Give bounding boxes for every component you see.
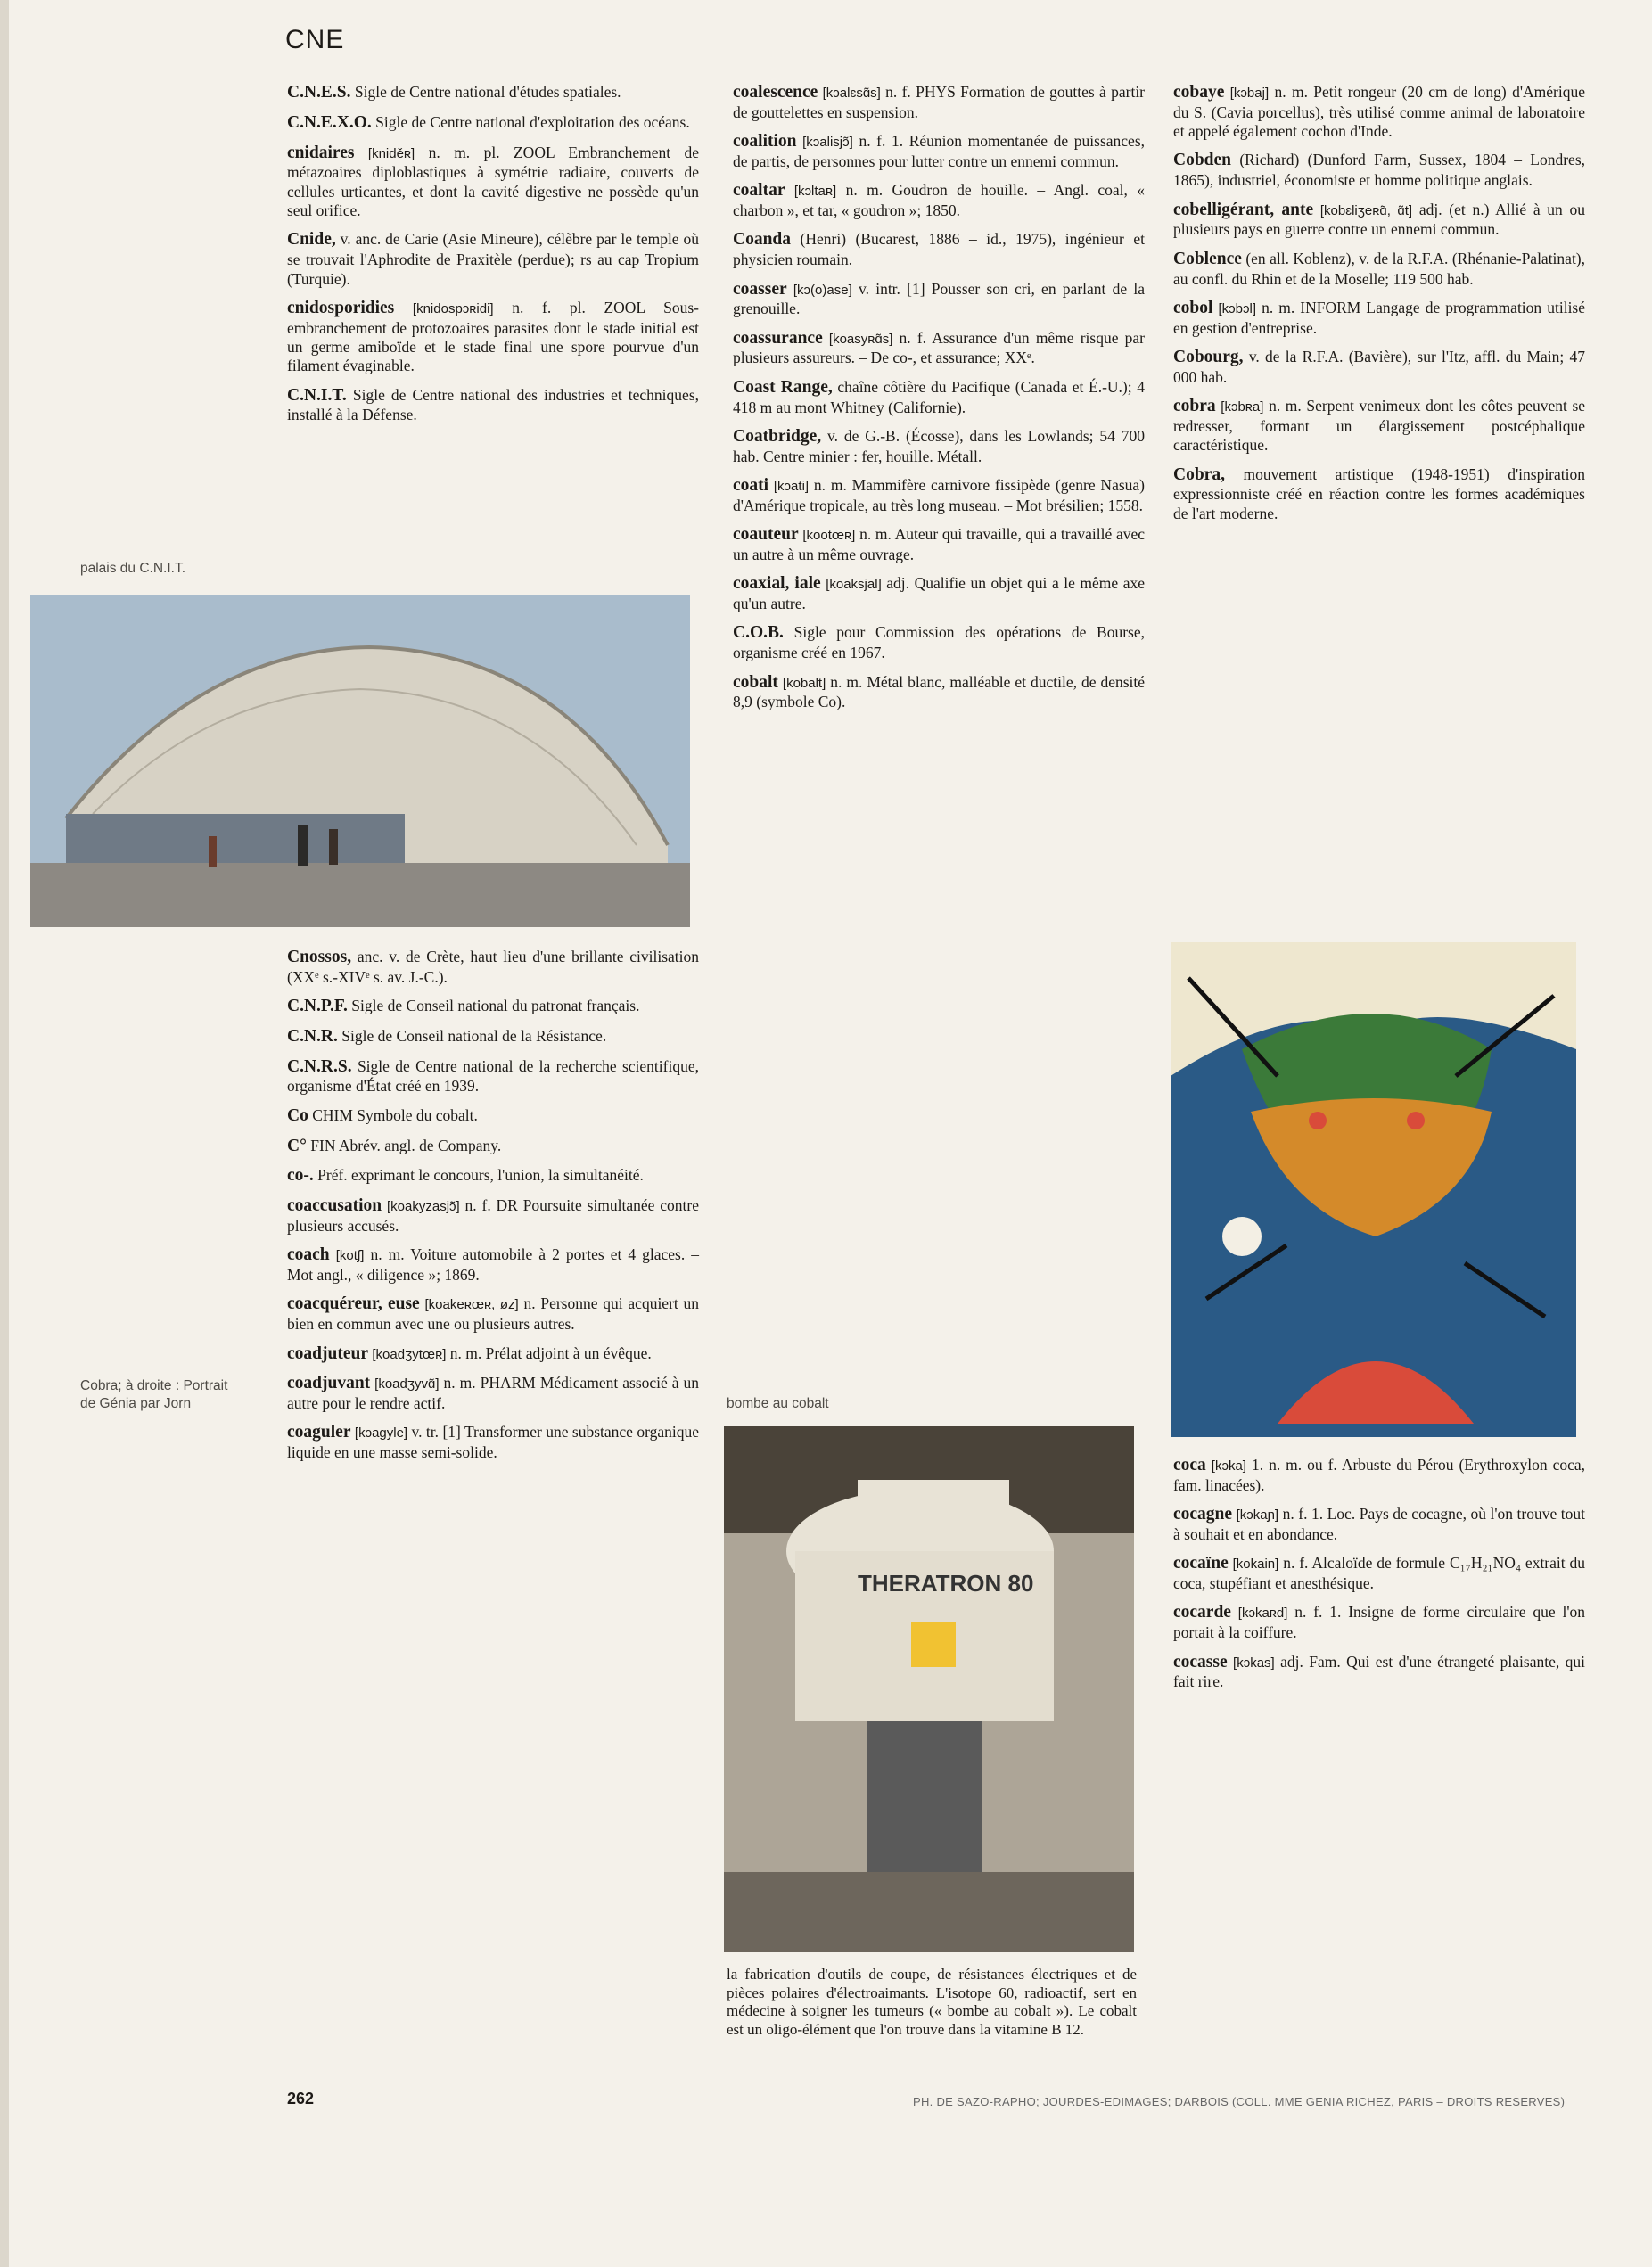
entry-definition: n. f. 1. Réunion momentanée de puissances, de partis, de personnes pour lutter contre un ennemi commun.: [733, 132, 1146, 170]
entry-definition: (Richard) (Dunford Farm, Sussex, 1804 – Londres, 1865), industriel, économiste et homme politique anglais.: [1173, 151, 1586, 190]
entry-headword: coadjuteur: [287, 1343, 368, 1363]
entry-definition: Sigle de Centre national des industries et techniques, installé à la Défense.: [287, 385, 700, 424]
entry-pronunciation: [koadʒytœʀ]: [372, 1346, 447, 1362]
entry-pronunciation: [koasyʀɑ̃s]: [828, 331, 893, 347]
dictionary-entry: [1173, 1553, 1585, 1593]
caption-cobra-text: Cobra; à droite : Portrait de Génia par Jorn: [80, 1378, 228, 1412]
entry-pronunciation: [kɔalɛsɑ̃s]: [822, 86, 881, 101]
entry-pronunciation: [kɔati]: [773, 479, 810, 494]
dictionary-entry: [287, 143, 699, 221]
entry-definition: n. f. 1. Loc. Pays de cocagne, où l'on trouve tout à souhait et en abondance.: [1173, 1505, 1585, 1543]
entry-headword: cocagne: [1173, 1505, 1233, 1524]
entry-headword: coasser: [733, 279, 787, 299]
dictionary-entry: [287, 996, 699, 1017]
entry-headword: cobelligérant, ante: [1173, 200, 1314, 219]
entry-headword: Cobden: [1173, 151, 1232, 170]
dictionary-entry: [1173, 396, 1585, 455]
entry-pronunciation: [kniděʀ]: [367, 145, 415, 161]
entry-headword: C.N.E.X.O.: [287, 112, 372, 132]
dictionary-entry: [287, 82, 699, 103]
entry-definition: (en all. Koblenz), v. de la R.F.A. (Rhénanie-Palatinat), au confl. du Rhin et de la Moselle; 119 500 hab.: [1173, 249, 1586, 288]
entry-definition: v. de la R.F.A. (Bavière), sur l'Itz, affl. du Main; 47 000 hab.: [1173, 347, 1585, 386]
entry-headword: cocarde: [1173, 1603, 1231, 1622]
entry-headword: C°: [287, 1136, 307, 1155]
dictionary-entry: [1173, 1652, 1585, 1692]
caption-cnit: palais du C.N.I.T.: [80, 561, 186, 576]
entry-pronunciation: [kokain]: [1232, 1557, 1279, 1573]
entry-headword: coaltar: [733, 181, 785, 201]
entry-headword: C.N.P.F.: [287, 997, 348, 1016]
entry-definition: n. m. Serpent venimeux dont les côtes peuvent se redresser, formant un élargissement postcéphalique caractéristique.: [1173, 397, 1586, 455]
entry-pronunciation: [kɔbɔl]: [1218, 300, 1256, 316]
entry-pronunciation: [kɔ(o)ase]: [793, 282, 852, 298]
dictionary-entry: [733, 377, 1145, 417]
dictionary-entry: [733, 475, 1145, 515]
entry-definition: n. m. Prélat adjoint à un évêque.: [449, 1343, 652, 1362]
column-3-upper: [1173, 82, 1585, 532]
dictionary-entry: [287, 1026, 699, 1047]
entry-headword: coca: [1173, 1456, 1206, 1474]
entry-definition: Sigle de Centre national d'exploitation des océans.: [375, 112, 690, 131]
entry-definition: n. Personne qui acquiert un bien en commun avec une ou plusieurs autres.: [287, 1294, 700, 1334]
dictionary-entry: [1173, 200, 1585, 240]
entry-headword: coati: [733, 476, 769, 495]
entry-headword: C.N.E.S.: [287, 83, 351, 102]
dictionary-entry: [287, 298, 699, 376]
entry-pronunciation: [koadʒyvɑ̃]: [374, 1376, 440, 1392]
dictionary-entry: [287, 1195, 699, 1236]
entry-definition: n. m. Auteur qui travaille, qui a travaillé avec un autre à un même ouvrage.: [733, 525, 1146, 563]
entry-definition: (Henri) (Bucarest, 1886 – id., 1975), ingénieur et physicien roumain.: [733, 230, 1145, 269]
entry-headword: cobalt: [733, 672, 778, 692]
entry-pronunciation: [kobɛliʒeʀɑ̃, ɑ̃t]: [1319, 202, 1413, 218]
entry-headword: C.N.R.S.: [287, 1056, 352, 1076]
entry-definition: n. f. Assurance d'un même risque par plusieurs assureurs. – De co-, et assurance; XXᵉ.: [733, 328, 1145, 367]
page-edge: [0, 0, 9, 2267]
entry-definition: adj. (et n.) Allié à un ou plusieurs pays en guerre contre un ennemi commun.: [1173, 200, 1586, 239]
bomb-caption-text: la fabrication d'outils de coupe, de résistances électriques et de pièces polaires d'électroaimants. L'isotope 60, radioactif, sert en médecine à soigner les tumeurs (« bombe au cobalt »). Le cobalt est un oligo-élément que l'on trouve dans la vitamine B 12.: [727, 1966, 1137, 2039]
entry-headword: C.O.B.: [733, 623, 784, 643]
dictionary-entry: [733, 573, 1145, 613]
entry-definition: n. m. Petit rongeur (20 cm de long) d'Amérique du S. (Cavia porcellus), très utilisé comme animal de laboratoire et appelé également cochon d'Inde.: [1173, 83, 1585, 141]
photo-cobra-painting: [1171, 942, 1576, 1437]
entry-definition: n. m. Mammifère carnivore fissipède (genre Nasua) d'Amérique tropicale, au très long museau. – Mot brésilien; 1558.: [733, 476, 1145, 514]
dictionary-entry: [733, 426, 1145, 466]
cobra-painting-illustration: [1171, 942, 1576, 1437]
entry-definition: anc. v. de Crète, haut lieu d'une brillante civilisation (XXᵉ s.-XIVᵉ s. av. J.-C.).: [287, 948, 699, 986]
entry-pronunciation: [knidospɔʀidi]: [412, 300, 494, 316]
entry-headword: Cobourg,: [1173, 347, 1244, 366]
entry-pronunciation: [koakeʀœʀ, øz]: [424, 1297, 519, 1313]
entry-headword: Coanda: [733, 230, 792, 250]
dictionary-entry: [287, 1373, 699, 1413]
entry-headword: coalition: [733, 132, 797, 152]
dictionary-entry: [733, 229, 1145, 269]
entry-definition: v. intr. [1] Pousser son cri, en parlant de la grenouille.: [733, 279, 1146, 318]
entry-headword: coacquéreur, euse: [287, 1294, 420, 1314]
entry-headword: cobra: [1173, 397, 1216, 416]
entry-headword: coaguler: [287, 1423, 351, 1442]
entry-definition: v. tr. [1] Transformer une substance organique liquide en une masse semi-solide.: [287, 1423, 700, 1462]
entry-headword: cocasse: [1173, 1652, 1228, 1672]
dictionary-entry: [287, 1244, 699, 1285]
entry-headword: cnidosporidies: [287, 298, 395, 317]
photo-cnit: [30, 595, 690, 927]
entry-headword: Cobra,: [1173, 464, 1225, 484]
entry-definition: n. f. 1. Insigne de forme circulaire que l'on portait à la coiffure.: [1173, 1603, 1585, 1642]
entry-definition: adj. Fam. Qui est d'une étrangeté plaisante, qui fait rire.: [1173, 1652, 1585, 1691]
entry-definition: n. f. Alcaloïde de formule C₁₇H₂₁NO₄ extrait du coca, stupéfiant et anesthésique.: [1173, 1554, 1586, 1593]
theratron-illustration: [724, 1426, 1134, 1952]
column-3-lower: [1173, 1455, 1585, 1701]
dictionary-entry: [287, 1105, 699, 1127]
entry-pronunciation: [kɔalisjɔ̃]: [802, 135, 853, 151]
entry-definition: n. m. Goudron de houille. – Angl. coal, « charbon », et tar, « goudron »; 1850.: [733, 181, 1146, 220]
cnit-building-illustration: [30, 595, 690, 927]
dictionary-entry: [733, 524, 1145, 564]
dictionary-entry: [733, 328, 1145, 368]
theratron-label: THERATRON 80: [858, 1570, 1034, 1597]
entry-pronunciation: [kɔkaʀd]: [1237, 1606, 1288, 1622]
entry-headword: coauteur: [733, 525, 799, 545]
entry-pronunciation: [kɔagyle]: [354, 1425, 408, 1442]
entry-definition: Sigle de Conseil national de la Résistance.: [341, 1026, 607, 1045]
entry-pronunciation: [kɔka]: [1211, 1458, 1246, 1474]
caption-bomb: bombe au cobalt: [727, 1396, 829, 1411]
column-1-lower: [287, 947, 699, 1472]
entry-definition: 1. n. m. ou f. Arbuste du Pérou (Erythroxylon coca, fam. linacées).: [1173, 1456, 1586, 1494]
entry-headword: coaccusation: [287, 1196, 382, 1216]
entry-definition: n. m. pl. ZOOL Embranchement de métazoaires diploblastiques à symétrie radiaire, couverts de cellules urticantes, et dont la cavité digestive ne possède qu'un seul orifice.: [287, 143, 700, 220]
entry-definition: v. de G.-B. (Écosse), dans les Lowlands; 54 700 hab. Centre minier : fer, houille. Métall.: [733, 426, 1145, 465]
entry-definition: Préf. exprimant le concours, l'union, la simultanéité.: [317, 1166, 644, 1185]
dictionary-entry: [1173, 298, 1585, 338]
entry-headword: Cnossos,: [287, 948, 352, 966]
entry-definition: CHIM Symbole du cobalt.: [312, 1105, 478, 1124]
caption-cobra: [80, 1377, 241, 1413]
entry-definition: n. f. PHYS Formation de gouttes à partir de gouttelettes en suspension.: [733, 83, 1146, 121]
dictionary-entry: [733, 180, 1145, 220]
entry-headword: Coatbridge,: [733, 426, 822, 446]
dictionary-entry: [1173, 1504, 1585, 1544]
dictionary-entry: [1173, 347, 1585, 387]
page-number: 262: [287, 2090, 315, 2107]
photo-credit: PH. DE SAZO-RAPHO; JOURDES-EDIMAGES; DARBOIS (COLL. MME GENIA RICHEZ, PARIS – DROITS RESERVES): [913, 2095, 1566, 2108]
entry-pronunciation: [kobalt]: [782, 675, 826, 691]
entry-headword: Coast Range,: [733, 377, 833, 397]
dictionary-entry: [287, 1136, 699, 1157]
entry-headword: cobaye: [1173, 83, 1225, 102]
photo-bombe-cobalt: [724, 1426, 1134, 1952]
entry-pronunciation: [kɔkaɲ]: [1236, 1507, 1279, 1524]
entry-definition: n. m. INFORM Langage de programmation utilisé en gestion d'entreprise.: [1173, 298, 1586, 337]
entry-definition: v. anc. de Carie (Asie Mineure), célèbre par le temple où se trouvait l'Aphrodite de Praxitèle (perdue); rs au cap Tropium (Turquie).: [287, 230, 700, 288]
entry-headword: Coblence: [1173, 249, 1242, 268]
entry-headword: C.N.R.: [287, 1026, 338, 1046]
dictionary-entry: [733, 672, 1145, 712]
entry-pronunciation: [kɔkas]: [1233, 1655, 1275, 1671]
entry-definition: n. m. Métal blanc, malléable et ductile, de densité 8,9 (symbole Co).: [733, 672, 1146, 711]
entry-pronunciation: [kɔbʀa]: [1221, 399, 1264, 415]
entry-pronunciation: [koakyzasjɔ̃]: [387, 1199, 460, 1215]
dictionary-entry: [1173, 1602, 1585, 1642]
entry-pronunciation: [kootœʀ]: [802, 528, 856, 544]
entry-definition: adj. Qualifie un objet qui a le même axe qu'un autre.: [733, 574, 1146, 613]
entry-definition: Sigle pour Commission des opérations de Bourse, organisme créé en 1967.: [733, 623, 1145, 662]
dictionary-entry: [1173, 464, 1585, 523]
dictionary-entry: [287, 947, 699, 987]
entry-headword: coaxial, iale: [733, 574, 821, 594]
entry-definition: n. f. DR Poursuite simultanée contre plusieurs accusés.: [287, 1196, 700, 1235]
entry-definition: FIN Abrév. angl. de Company.: [310, 1136, 502, 1154]
dictionary-entry: [287, 229, 699, 288]
dictionary-entry: [733, 82, 1145, 122]
entry-pronunciation: [koaksjal]: [826, 577, 882, 593]
running-head: CNE: [285, 25, 345, 54]
entry-definition: chaîne côtière du Pacifique (Canada et É.-U.); 4 418 m au mont Whitney (Californie).: [733, 377, 1145, 416]
entry-definition: Sigle de Centre national d'études spatiales.: [354, 83, 621, 101]
entry-definition: Sigle de Centre national de la recherche scientifique, organisme d'État créé en 1939.: [287, 1056, 699, 1096]
entry-headword: cobol: [1173, 298, 1213, 317]
entry-definition: n. f. pl. ZOOL Sous-embranchement de protozoaires parasites dont le stade initial est un germe amiboïde et le stade final une spore pourvue d'un filament évaginable.: [287, 298, 699, 375]
dictionary-entry: [1173, 82, 1585, 141]
dictionary-entry: [287, 385, 699, 425]
dictionary-entry: [733, 131, 1145, 171]
dictionary-entry: [287, 1343, 699, 1365]
dictionary-entry: [287, 1422, 699, 1462]
dictionary-entry: [287, 1165, 699, 1187]
dictionary-entry: [287, 1056, 699, 1097]
entry-definition: n. m. PHARM Médicament associé à un autre pour le rendre actif.: [287, 1374, 700, 1413]
entry-headword: coadjuvant: [287, 1374, 371, 1393]
entry-headword: coassurance: [733, 328, 823, 348]
entry-headword: Cnide,: [287, 230, 336, 250]
entry-headword: cnidaires: [287, 143, 355, 162]
entry-pronunciation: [kɔbaj]: [1229, 86, 1270, 101]
dictionary-entry: [1173, 1455, 1585, 1495]
entry-pronunciation: [kotʃ]: [335, 1248, 365, 1264]
entry-headword: Co: [287, 1105, 308, 1125]
dictionary-entry: [733, 622, 1145, 662]
dictionary-entry: [287, 112, 699, 134]
dictionary-entry: [733, 279, 1145, 319]
entry-pronunciation: [kɔltaʀ]: [793, 184, 837, 200]
entry-definition: mouvement artistique (1948-1951) d'inspiration expressionniste créé en réaction contre les formes académiques de l'art moderne.: [1173, 464, 1586, 522]
dictionary-entry: [1173, 150, 1585, 190]
entry-headword: C.N.I.T.: [287, 385, 347, 405]
entry-headword: coach: [287, 1245, 330, 1265]
dictionary-entry: [287, 1294, 699, 1334]
dictionary-entry: [1173, 249, 1585, 289]
column-2: [733, 82, 1145, 721]
column-1-upper: [287, 82, 699, 434]
entry-headword: cocaïne: [1173, 1554, 1229, 1573]
entry-definition: Sigle de Conseil national du patronat français.: [351, 997, 640, 1015]
entry-headword: co-.: [287, 1166, 314, 1186]
entry-definition: n. m. Voiture automobile à 2 portes et 4 glaces. – Mot angl., « diligence »; 1869.: [287, 1245, 700, 1285]
entry-headword: coalescence: [733, 83, 818, 102]
